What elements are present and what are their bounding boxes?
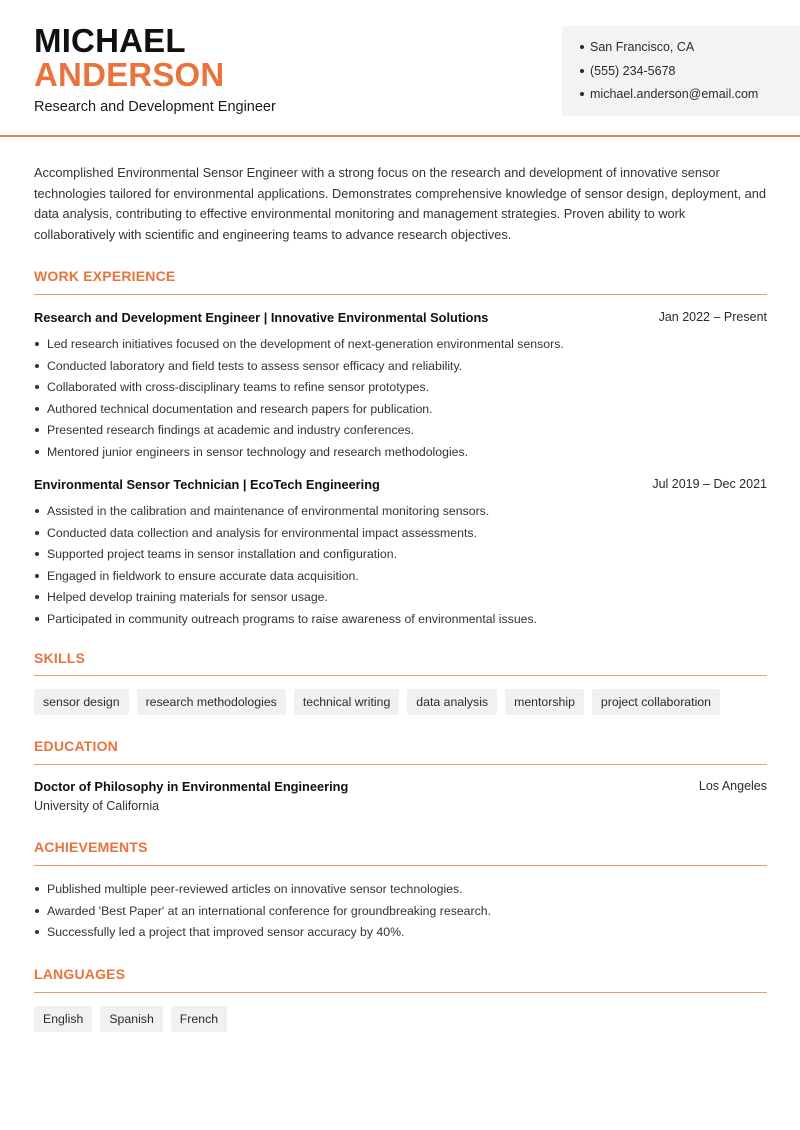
education-location: Los Angeles (698, 779, 767, 793)
section-divider (34, 764, 767, 765)
list-item: Published multiple peer-reviewed articles on innovative sensor technologies. (34, 881, 767, 903)
contact-location: San Francisco, CA (580, 38, 800, 62)
skills-list (34, 689, 720, 715)
list-item: Authored technical documentation and research papers for publication. (34, 401, 767, 423)
list-item: Helped develop training materials for sensor usage. (34, 589, 767, 611)
language-tag: French (171, 1006, 227, 1032)
section-title-achievements: ACHIEVEMENTS (34, 839, 148, 855)
job-header (34, 310, 767, 325)
education-school: University of California (34, 799, 160, 813)
section-title-experience: WORK EXPERIENCE (34, 268, 176, 284)
list-item: Conducted laboratory and field tests to assess sensor efficacy and reliability. (34, 358, 767, 380)
skill-tag: mentorship (505, 689, 584, 715)
contact-phone: (555) 234-5678 (580, 62, 800, 86)
list-item: Assisted in the calibration and maintenance of environmental monitoring sensors. (34, 503, 767, 525)
job-role: Research and Development Engineer | Innovative Environmental Solutions (34, 310, 489, 325)
list-item: Successfully led a project that improved sensor accuracy by 40%. (34, 924, 767, 946)
skill-tag: technical writing (294, 689, 399, 715)
list-item: Conducted data collection and analysis for environmental impact assessments. (34, 525, 767, 547)
language-tag: Spanish (100, 1006, 162, 1032)
skill-tag: research methodologies (137, 689, 286, 715)
list-item: Participated in community outreach programs to raise awareness of environmental issues. (34, 611, 767, 633)
job-role: Environmental Sensor Technician | EcoTech Engineering (34, 477, 380, 492)
list-item: Collaborated with cross-disciplinary teams to refine sensor prototypes. (34, 379, 767, 401)
section-divider (34, 865, 767, 866)
education-degree: Doctor of Philosophy in Environmental Engineering (34, 779, 349, 794)
language-tag: English (34, 1006, 92, 1032)
section-divider (34, 675, 767, 676)
contact-box (562, 26, 800, 116)
resume-header (0, 0, 800, 137)
job-dates: Jan 2022 – Present (658, 310, 767, 324)
section-divider (34, 992, 767, 993)
list-item: Presented research findings at academic and industry conferences. (34, 422, 767, 444)
skill-tag: project collaboration (592, 689, 720, 715)
section-divider (34, 294, 767, 295)
first-name: MICHAEL (34, 22, 186, 59)
contact-email[interactable]: michael.anderson@email.com (580, 85, 800, 109)
job-bullets (34, 336, 767, 465)
job-title: Research and Development Engineer (34, 99, 276, 115)
list-item: Awarded 'Best Paper' at an international conference for groundbreaking research. (34, 903, 767, 925)
job-header (34, 477, 767, 492)
languages-list (34, 1006, 227, 1032)
list-item: Supported project teams in sensor installation and configuration. (34, 546, 767, 568)
summary-paragraph: Accomplished Environmental Sensor Engineer with a strong focus on the research and development of innovative sensor technologies tailored for environmental applications. Demonstrates comprehensive knowledge of sensor design, deployment, and data analysis, contributing to effective environmental monitoring and management strategies. Proven ability to work collaboratively with scientific and engineering teams to advance research objectives. (34, 165, 766, 243)
achievements-list (34, 881, 767, 946)
section-title-languages: LANGUAGES (34, 966, 126, 982)
list-item: Engaged in fieldwork to ensure accurate data acquisition. (34, 568, 767, 590)
list-item: Led research initiatives focused on the development of next-generation environmental sensors. (34, 336, 767, 358)
last-name: ANDERSON (34, 56, 225, 93)
list-item: Mentored junior engineers in sensor technology and research methodologies. (34, 444, 767, 466)
section-title-skills: SKILLS (34, 650, 85, 666)
job-bullets (34, 503, 767, 632)
job-dates: Jul 2019 – Dec 2021 (652, 477, 767, 491)
contact-list (580, 38, 800, 109)
skill-tag: sensor design (34, 689, 129, 715)
section-title-education: EDUCATION (34, 738, 118, 754)
skill-tag: data analysis (407, 689, 497, 715)
